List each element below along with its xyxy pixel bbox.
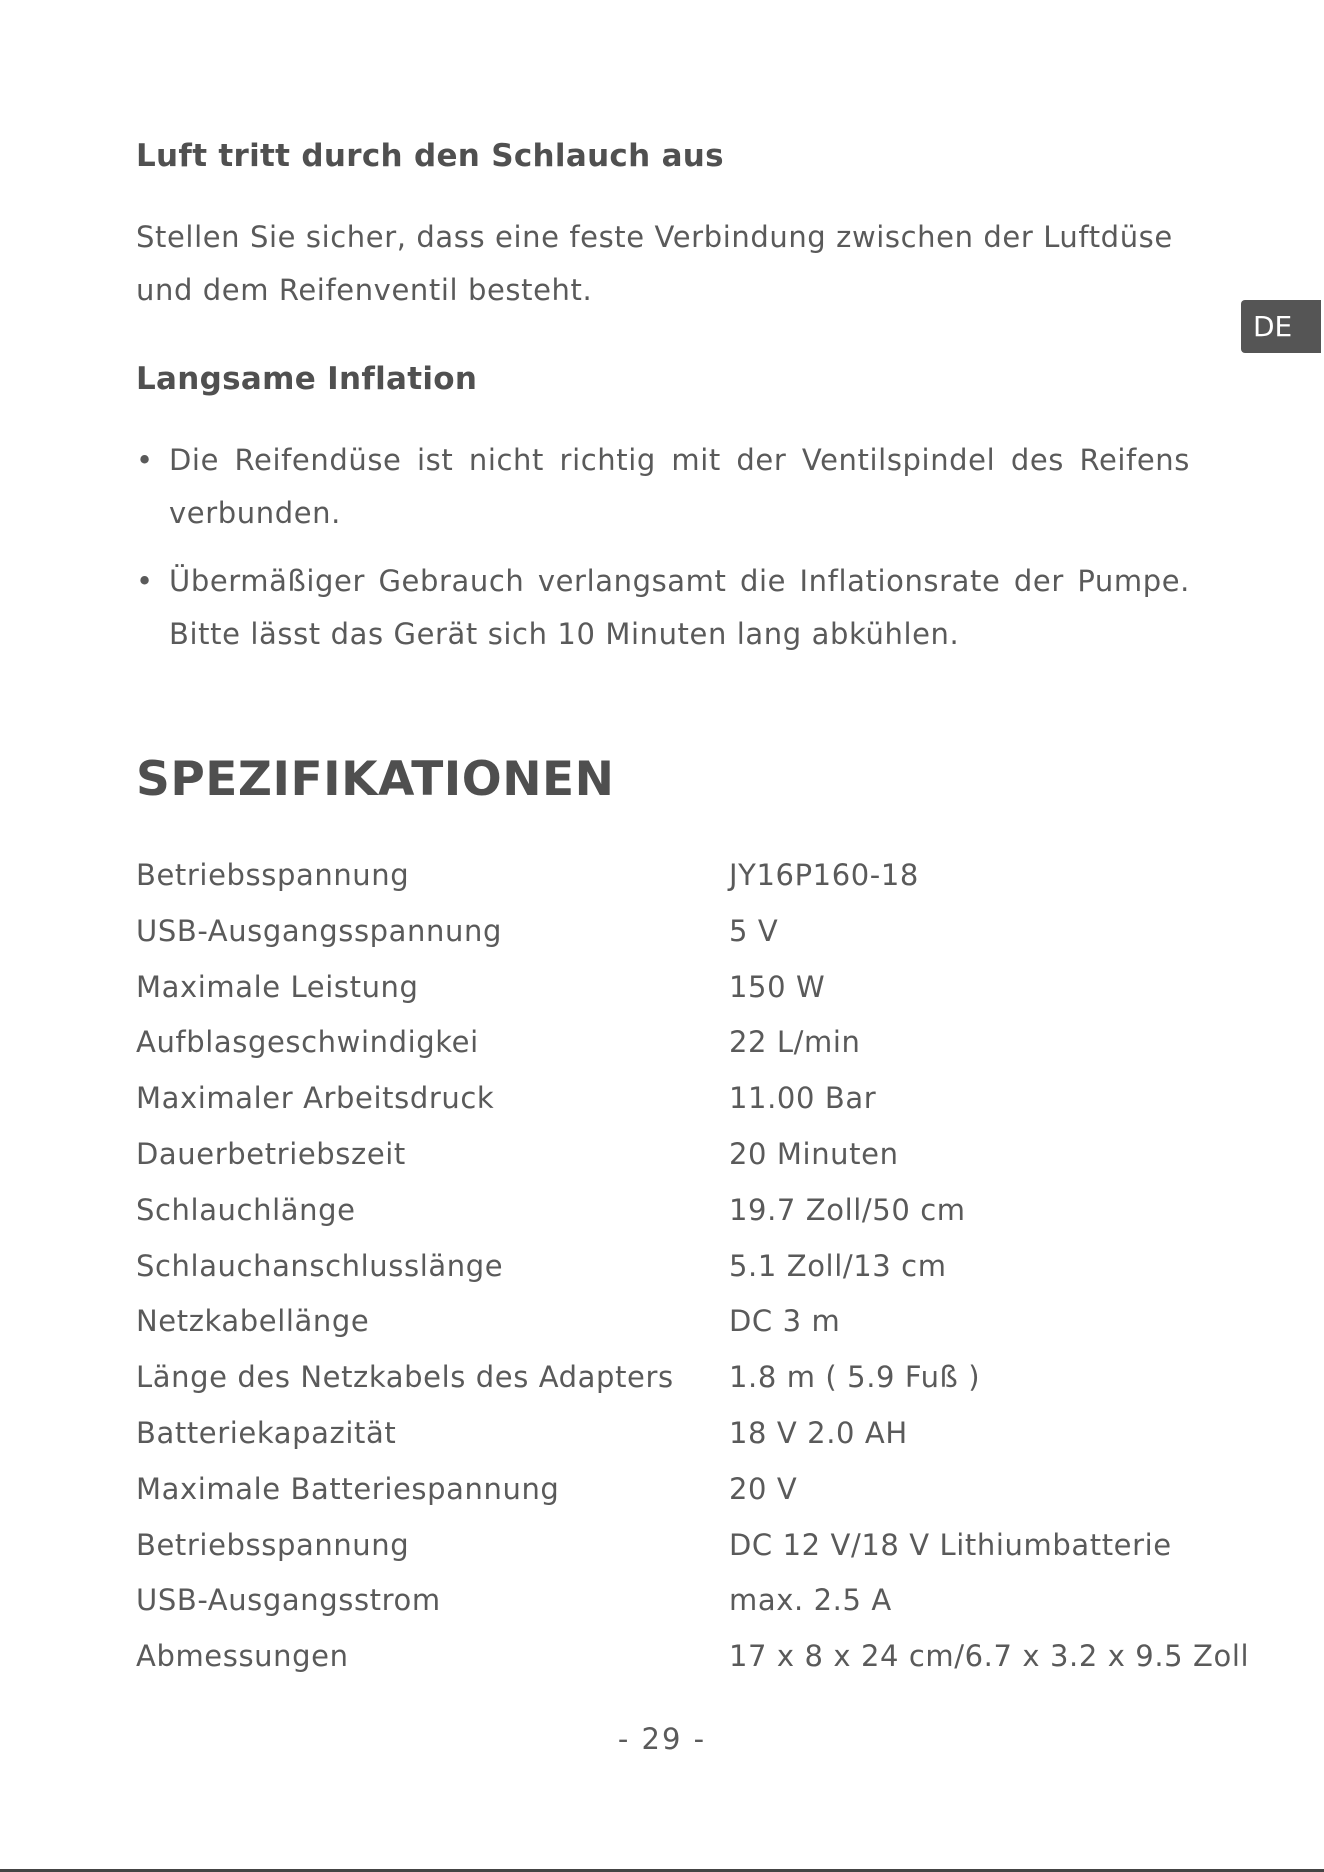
spec-row [136, 1462, 1190, 1518]
air-leak-heading: Luft tritt durch den Schlauch aus [136, 138, 724, 174]
spec-row [136, 1294, 1190, 1350]
spec-row [136, 1629, 1250, 1685]
spec-value: DC 3 m [729, 1304, 841, 1339]
spec-row [136, 904, 1190, 960]
spec-value: 20 V [729, 1471, 798, 1506]
spec-row [136, 1350, 1190, 1406]
spec-value: max. 2.5 A [729, 1583, 892, 1618]
spec-value: 11.00 Bar [729, 1081, 877, 1116]
spec-row [136, 1573, 1190, 1629]
spec-value: 5.1 Zoll/13 cm [729, 1248, 947, 1283]
spec-label: Schlauchlänge [136, 1192, 356, 1227]
bullet-dot: • [136, 443, 154, 477]
spec-value: 17 x 8 x 24 cm/6.7 x 3.2 x 9.5 Zoll [729, 1639, 1250, 1674]
spec-row [136, 1406, 1190, 1462]
spec-value: 18 V 2.0 AH [729, 1415, 908, 1450]
bullet-dot: • [136, 564, 154, 598]
spec-value: 150 W [729, 969, 826, 1004]
spec-label: Batteriekapazität [136, 1415, 397, 1450]
spec-value: 20 Minuten [729, 1136, 899, 1171]
spec-label: USB-Ausgangsstrom [136, 1583, 441, 1618]
spec-row [136, 1183, 1190, 1239]
spec-label: USB-Ausgangsspannung [136, 913, 502, 948]
page-number: - 29 - [617, 1722, 707, 1756]
spec-row [136, 1071, 1190, 1127]
spec-label: Dauerbetriebszeit [136, 1136, 406, 1171]
spec-value: 19.7 Zoll/50 cm [729, 1192, 966, 1227]
spec-row [136, 848, 1190, 904]
spec-label: Aufblasgeschwindigkei [136, 1025, 479, 1060]
spec-label: Betriebsspannung [136, 858, 410, 892]
bullet-text: Übermäßiger Gebrauch verlangsamt die Inflationsrate der Pumpe. Bitte lässt das Gerät sich 10 Minuten lang abkühlen. [169, 564, 1190, 651]
spec-label: Betriebsspannung [136, 1527, 410, 1562]
spec-row [136, 1518, 1190, 1574]
spec-label: Maximale Leistung [136, 969, 419, 1004]
spec-value: JY16P160-18 [729, 858, 919, 892]
specifications-heading: SPEZIFIKATIONEN [136, 752, 615, 807]
spec-row [136, 1015, 1190, 1071]
spec-value: 1.8 m ( 5.9 Fuß ) [729, 1360, 981, 1395]
air-leak-text: Stellen Sie sicher, dass eine feste Verbindung zwischen der Luftdüse und dem Reifenventil besteht. [136, 220, 1173, 307]
spec-value: DC 12 V/18 V Lithiumbatterie [729, 1527, 1172, 1562]
spec-label: Länge des Netzkabels des Adapters [136, 1360, 674, 1395]
spec-row [136, 1239, 1190, 1295]
bullet-text: Die Reifendüse ist nicht richtig mit der Ventilspindel des Reifens verbunden. [169, 443, 1190, 530]
slow-inflation-heading: Langsame Inflation [136, 361, 478, 397]
language-tab-de: DE [1241, 300, 1321, 353]
spec-label: Maximale Batteriespannung [136, 1471, 560, 1506]
spec-value: 22 L/min [729, 1025, 861, 1060]
spec-label: Abmessungen [136, 1639, 349, 1674]
spec-label: Schlauchanschlusslänge [136, 1248, 504, 1283]
spec-label: Maximaler Arbeitsdruck [136, 1081, 495, 1116]
spec-label: Netzkabellänge [136, 1304, 370, 1339]
spec-row [136, 960, 1190, 1016]
spec-value: 5 V [729, 913, 779, 948]
specifications-table [136, 848, 1250, 1685]
spec-row [136, 1127, 1190, 1183]
